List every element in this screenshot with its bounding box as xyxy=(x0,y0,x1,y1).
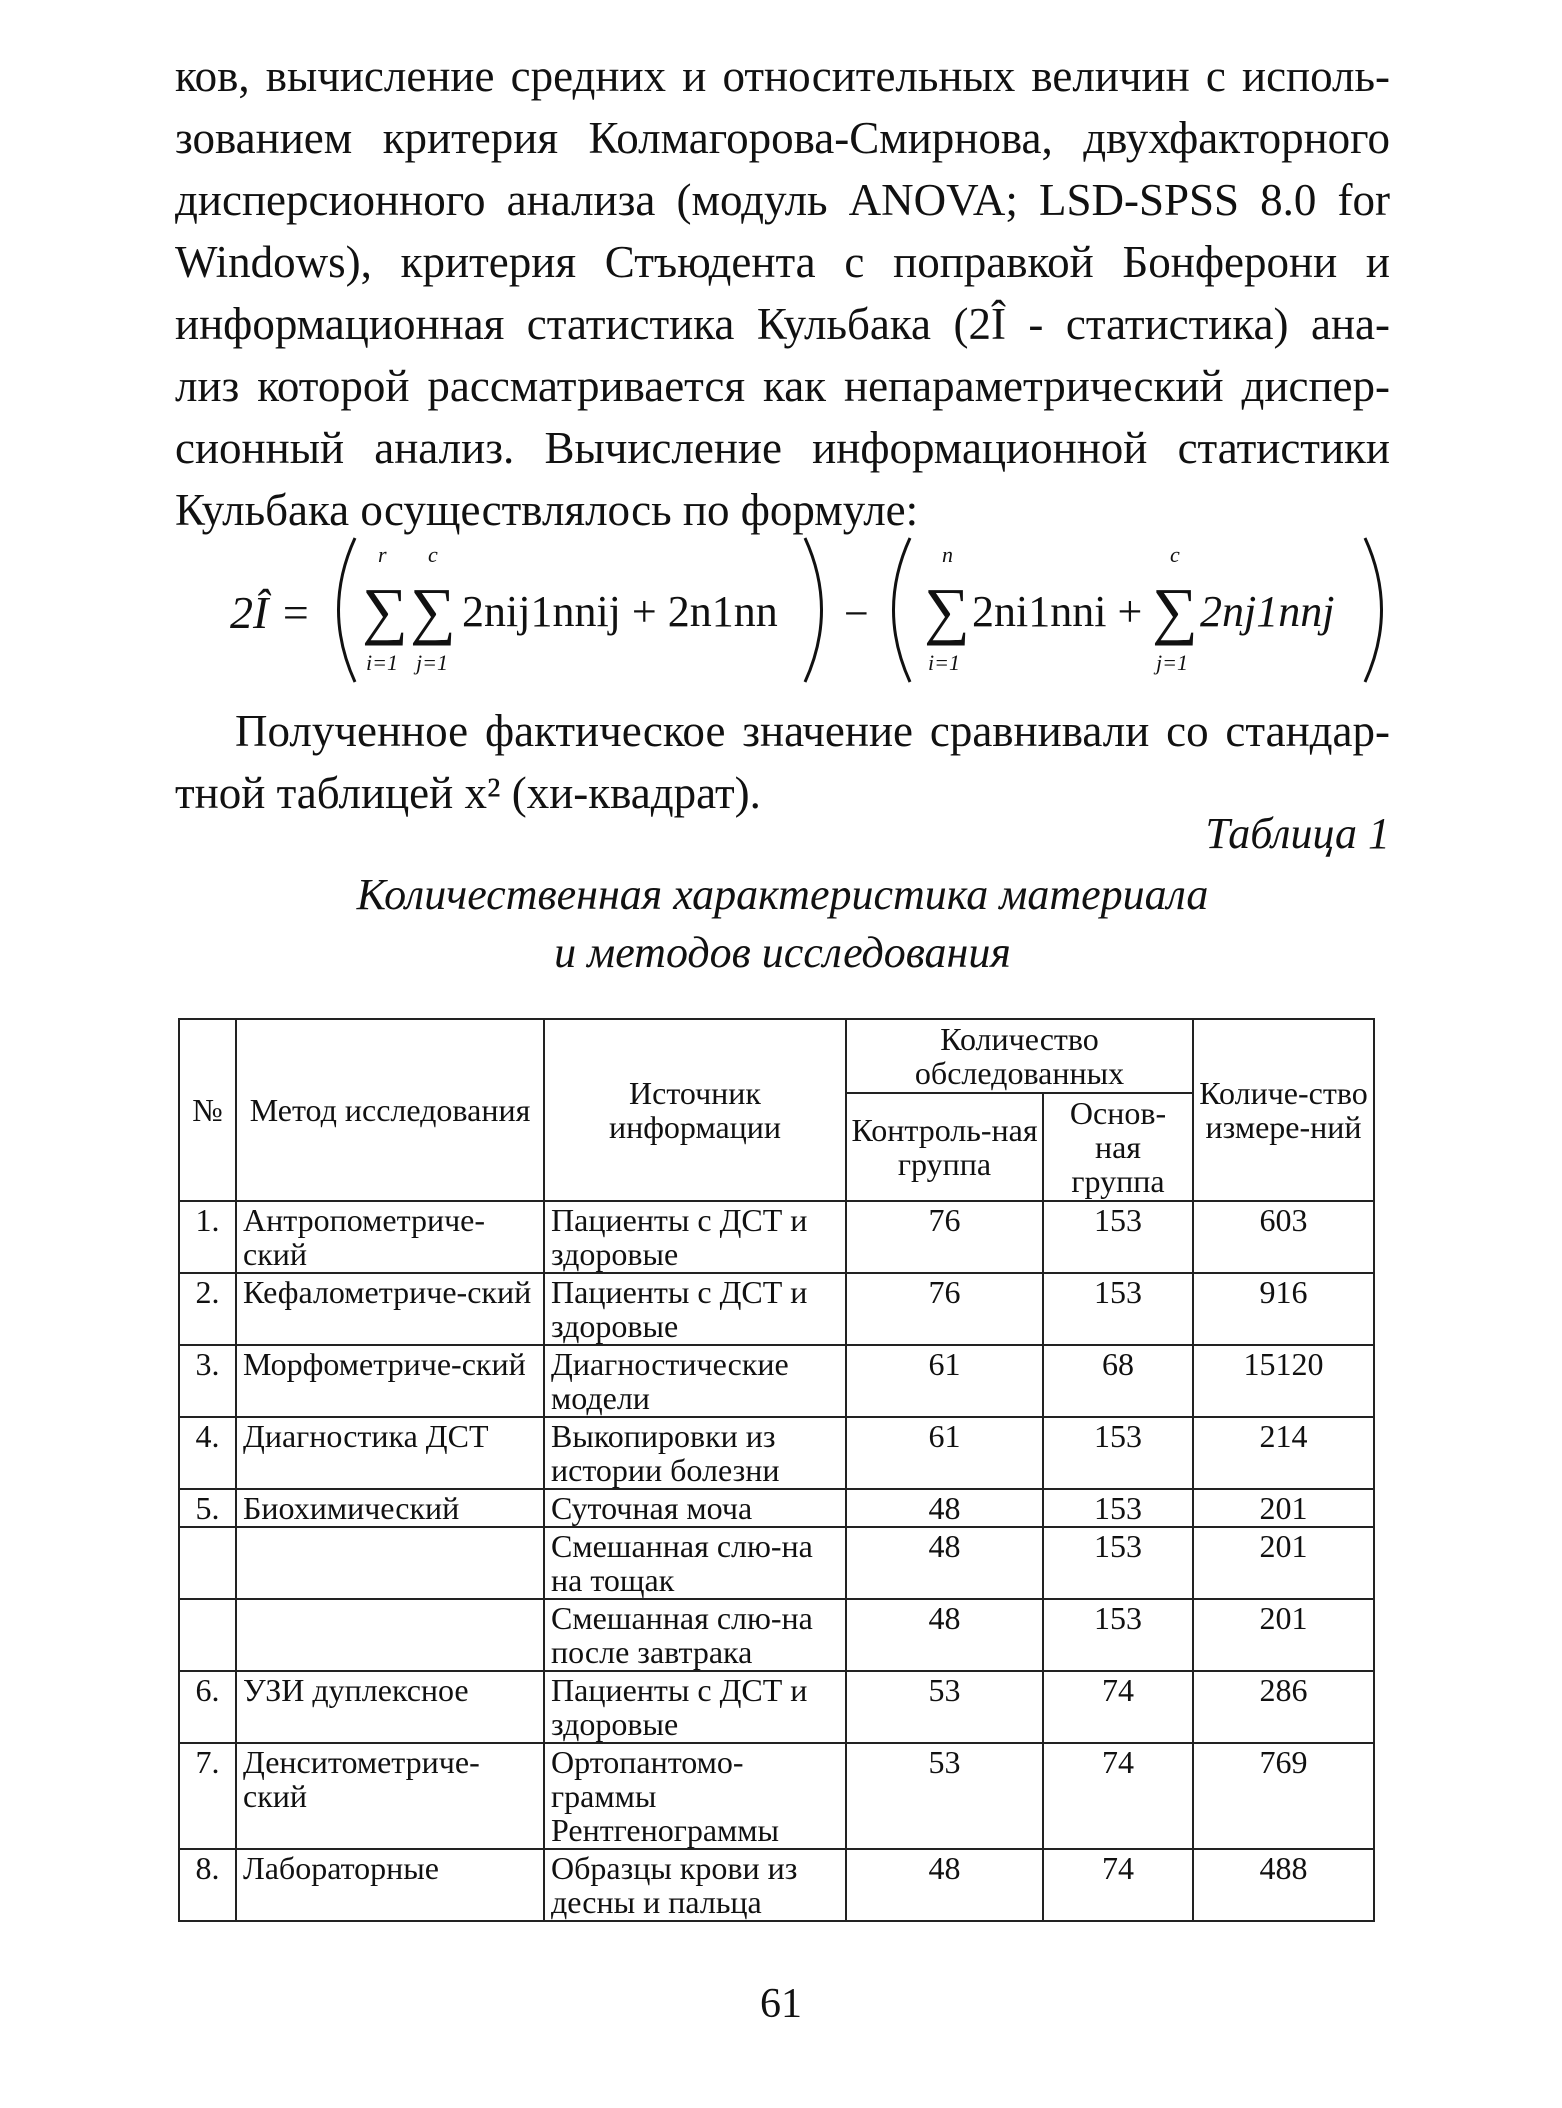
text-line: Полученное фактическое значение сравнивали со стандар- xyxy=(235,706,1390,756)
cell-source: Суточная моча xyxy=(544,1489,846,1527)
cell-main: 153 xyxy=(1043,1599,1193,1671)
cell-control: 61 xyxy=(846,1345,1043,1417)
cell-source: Ортопантомо-граммы Рентгенограммы xyxy=(544,1743,846,1849)
kullback-formula xyxy=(230,530,1390,690)
cell-measurements: 488 xyxy=(1193,1849,1374,1921)
table-row xyxy=(179,1599,1374,1671)
table-row xyxy=(179,1417,1374,1489)
cell-control: 48 xyxy=(846,1527,1043,1599)
cell-no: 5. xyxy=(179,1489,236,1527)
table-title-line: Количественная характеристика материала xyxy=(356,870,1209,919)
cell-method: Антропометриче-ский xyxy=(236,1201,544,1273)
table-label: Таблица 1 xyxy=(1205,809,1390,858)
sum1-upper: r xyxy=(378,542,387,567)
cell-control: 48 xyxy=(846,1489,1043,1527)
cell-measurements: 15120 xyxy=(1193,1345,1374,1417)
table-row xyxy=(179,1201,1374,1273)
table-row xyxy=(179,1273,1374,1345)
cell-measurements: 603 xyxy=(1193,1201,1374,1273)
table-row xyxy=(179,1345,1374,1417)
cell-measurements: 201 xyxy=(1193,1527,1374,1599)
cell-control: 61 xyxy=(846,1417,1043,1489)
cell-measurements: 916 xyxy=(1193,1273,1374,1345)
sum4-lower: j=1 xyxy=(1156,650,1188,675)
cell-source: Пациенты с ДСТ и здоровые xyxy=(544,1273,846,1345)
sum1-lower: i=1 xyxy=(366,650,398,675)
text-line: ков, вычисление средних и относительных величин с исполь- xyxy=(175,51,1390,101)
page-number: 61 xyxy=(760,1981,802,2027)
text-line: Кульбака осуществлялось по формуле: xyxy=(175,485,919,535)
cell-method: Денситометриче-ский xyxy=(236,1743,544,1849)
cell-source: Выкопировки из истории болезни xyxy=(544,1417,846,1489)
cell-main: 68 xyxy=(1043,1345,1193,1417)
cell-source: Диагностические модели xyxy=(544,1345,846,1417)
text-line: лиз которой рассматривается как непараметрический диспер- xyxy=(175,361,1390,411)
cell-method: УЗИ дуплексное xyxy=(236,1671,544,1743)
sum2-upper: c xyxy=(428,542,438,567)
sum3-upper: n xyxy=(942,542,953,567)
text-line: сионный анализ. Вычисление информационной статистики xyxy=(175,423,1390,473)
table-row xyxy=(179,1743,1374,1849)
formula-minus: − xyxy=(844,589,869,638)
cell-method: Биохимический xyxy=(236,1489,544,1527)
header-no: № xyxy=(179,1019,236,1201)
formula-lhs: 2Î = xyxy=(230,587,311,638)
cell-source: Образцы крови из десны и пальца xyxy=(544,1849,846,1921)
header-method: Метод исследования xyxy=(236,1019,544,1201)
table-row xyxy=(179,1849,1374,1921)
cell-control: 48 xyxy=(846,1849,1043,1921)
cell-main: 153 xyxy=(1043,1527,1193,1599)
table-header-row xyxy=(179,1019,1374,1093)
cell-control: 76 xyxy=(846,1273,1043,1345)
cell-no: 1. xyxy=(179,1201,236,1273)
left-paren xyxy=(894,538,911,682)
cell-no xyxy=(179,1599,236,1671)
cell-no: 3. xyxy=(179,1345,236,1417)
formula-term3: 2nj1nnj xyxy=(1200,587,1335,636)
cell-no: 2. xyxy=(179,1273,236,1345)
cell-no: 6. xyxy=(179,1671,236,1743)
cell-main: 74 xyxy=(1043,1671,1193,1743)
sum-sign: ∑ xyxy=(1152,575,1198,646)
paragraph-methods xyxy=(175,45,1390,541)
sum-sign: ∑ xyxy=(362,575,408,646)
header-examined: Количество обследованных xyxy=(846,1019,1193,1093)
header-measurements: Количе-ство измере-ний xyxy=(1193,1019,1374,1201)
sum4-upper: c xyxy=(1170,542,1180,567)
right-paren xyxy=(805,538,822,682)
cell-measurements: 214 xyxy=(1193,1417,1374,1489)
cell-main: 153 xyxy=(1043,1201,1193,1273)
cell-control: 76 xyxy=(846,1201,1043,1273)
table-row xyxy=(179,1527,1374,1599)
cell-control: 53 xyxy=(846,1743,1043,1849)
cell-source: Смешанная слю-на после завтрака xyxy=(544,1599,846,1671)
cell-method: Морфометриче-ский xyxy=(236,1345,544,1417)
cell-no: 4. xyxy=(179,1417,236,1489)
cell-main: 153 xyxy=(1043,1273,1193,1345)
cell-main: 74 xyxy=(1043,1743,1193,1849)
sum-sign: ∑ xyxy=(410,575,456,646)
header-control: Контроль-ная группа xyxy=(846,1093,1043,1201)
text-line: Windows), критерия Стъюдента с поправкой Бонферони и xyxy=(175,237,1390,287)
cell-method xyxy=(236,1599,544,1671)
header-source: Источник информации xyxy=(544,1019,846,1201)
methods-table xyxy=(178,1018,1375,1922)
cell-no: 8. xyxy=(179,1849,236,1921)
formula-term2: 2ni1nni + xyxy=(972,587,1143,636)
table-title-line: и методов исследования xyxy=(554,928,1011,977)
cell-main: 74 xyxy=(1043,1849,1193,1921)
formula-term1: 2nij1nnij + 2n1nn xyxy=(462,587,778,636)
cell-source: Пациенты с ДСТ и здоровые xyxy=(544,1201,846,1273)
cell-measurements: 201 xyxy=(1193,1489,1374,1527)
table-body xyxy=(179,1201,1374,1921)
text-line: дисперсионного анализа (модуль ANOVA; LSD-SPSS 8.0 for xyxy=(175,175,1390,225)
table-row xyxy=(179,1671,1374,1743)
header-main: Основ-ная группа xyxy=(1043,1093,1193,1201)
cell-source: Смешанная слю-на на тощак xyxy=(544,1527,846,1599)
cell-main: 153 xyxy=(1043,1417,1193,1489)
cell-no: 7. xyxy=(179,1743,236,1849)
cell-no xyxy=(179,1527,236,1599)
right-paren xyxy=(1365,538,1382,682)
sum3-lower: i=1 xyxy=(928,650,960,675)
cell-main: 153 xyxy=(1043,1489,1193,1527)
cell-control: 48 xyxy=(846,1599,1043,1671)
cell-source: Пациенты с ДСТ и здоровые xyxy=(544,1671,846,1743)
text-line: информационная статистика Кульбака (2Î - статистика) ана- xyxy=(175,299,1390,349)
cell-measurements: 286 xyxy=(1193,1671,1374,1743)
formula-graphic xyxy=(230,530,1390,690)
cell-method: Кефалометриче-ский xyxy=(236,1273,544,1345)
sum-sign: ∑ xyxy=(924,575,970,646)
cell-method: Лабораторные xyxy=(236,1849,544,1921)
cell-measurements: 201 xyxy=(1193,1599,1374,1671)
paragraph-comparison xyxy=(175,700,1390,824)
cell-method: Диагностика ДСТ xyxy=(236,1417,544,1489)
text-line: зованием критерия Колмагорова-Смирнова, двухфакторного xyxy=(175,113,1390,163)
sum2-lower: j=1 xyxy=(416,650,448,675)
cell-method xyxy=(236,1527,544,1599)
text-line: тной таблицей х² (хи-квадрат). xyxy=(175,768,761,818)
table-row xyxy=(179,1489,1374,1527)
left-paren xyxy=(339,538,356,682)
cell-control: 53 xyxy=(846,1671,1043,1743)
cell-measurements: 769 xyxy=(1193,1743,1374,1849)
